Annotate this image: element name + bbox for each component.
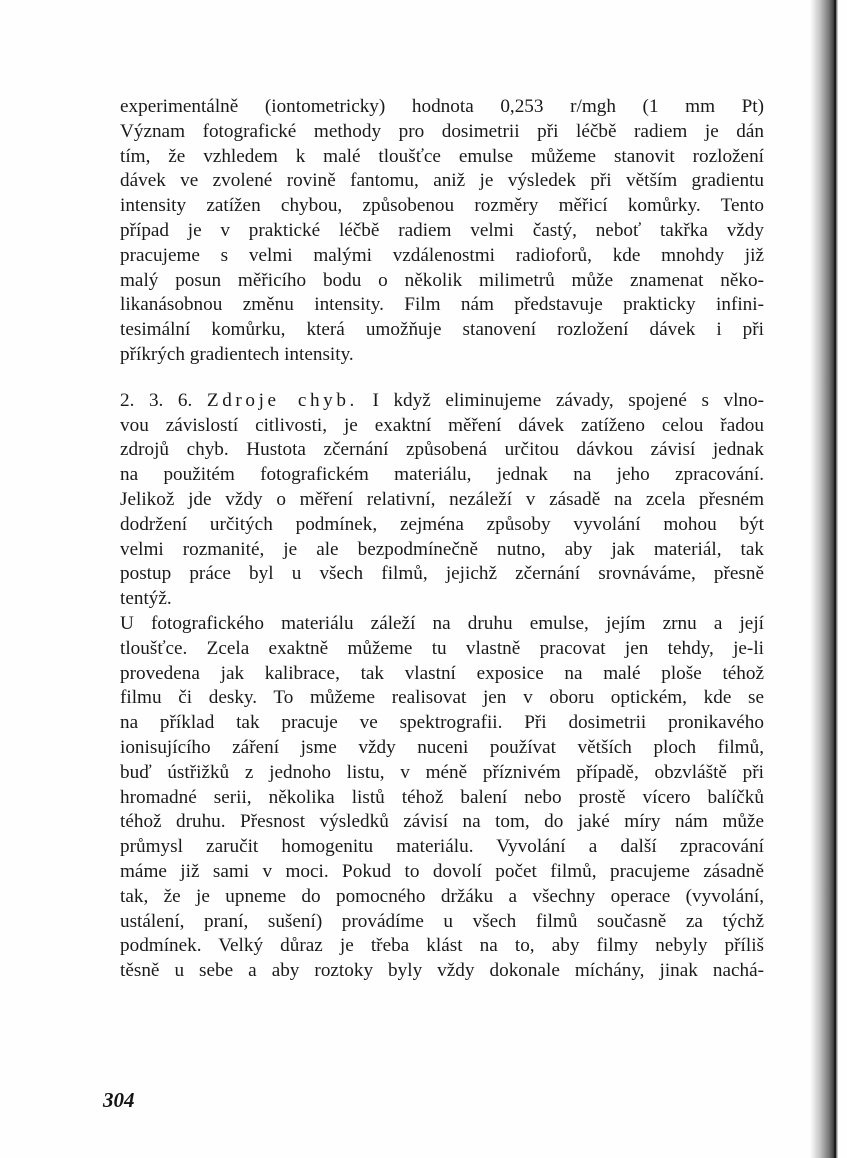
text-line: malý posun měřicího bodu o několik milimetrů může znamenat něko- [120,269,764,291]
section-title: Zdroje chyb. [206,389,358,411]
text-line: tesimální komůrku, která umožňuje stanovení rozložení dávek i při [120,319,764,341]
section-heading-line [120,389,764,414]
section-number: 2. 3. 6. [120,389,193,411]
section-first-line-text: I když eliminujeme závady, spojené s vlno- [372,389,765,411]
text-line: těsně u sebe a aby roztoky byly vždy dokonale míchány, jinak nachá- [120,960,764,982]
text-line: průmysl zaručit homogenitu materiálu. Vyvolání a další zpracování [120,836,764,858]
text-line: ustálení, praní, sušení) provádíme u všech filmů současně za týchž [120,910,764,932]
text-line: hromadné serii, několika listů téhož balení nebo prostě vícero balíčků [120,786,764,808]
text-line: filmu či desky. To můžeme realisovat jen v oboru optickém, kde se [120,687,764,709]
text-line: případ je v praktické léčbě radiem velmi častý, neboť takřka vždy [120,219,764,241]
text-line: tak, že je upneme do pomocného držáku a všechny operace (vyvolání, [120,885,764,907]
text-line: U fotografického materiálu záleží na druhu emulse, jejím zrnu a její [120,612,764,634]
text-line: Jelikož jde vždy o měření relativní, nezáleží v zásadě na zcela přesném [120,488,764,510]
section-2-3-6 [120,389,764,612]
text-line: ionisujícího záření jsme vždy nuceni používat větších ploch filmů, [120,736,764,758]
text-line: pracujeme s velmi malými vzdálenostmi radioforů, kde mnohdy již [120,244,764,266]
text-line: tloušťce. Zcela exaktně můžeme tu vlastně pracovat jen tehdy, je-li [120,637,764,659]
text-line: dávek ve zvolené rovině fantomu, aniž je výsledek při větším gradientu [120,170,764,192]
page-edge [834,0,836,1158]
text-line: Význam fotografické methody pro dosimetrii při léčbě radiem je dán [120,120,764,142]
text-line: vou závislostí citlivosti, je exaktní měření dávek zatíženo celou řadou [120,414,764,436]
text-line: na použitém fotografickém materiálu, jednak na jeho zpracování. [120,464,764,486]
text-line: experimentálně (iontometricky) hodnota 0,253 r/mgh (1 mm Pt) [120,96,764,117]
text-line: velmi rozmanité, je ale bezpodmínečně nutno, aby jak materiál, tak [120,538,764,560]
text-line: postup práce byl u všech filmů, jejichž zčernání srovnáváme, přesně [120,563,764,585]
text-line: tím, že vzhledem k malé tloušťce emulse můžeme stanovit rozložení [120,145,764,167]
text-line: tentýž. [120,588,172,610]
text-column [120,95,764,984]
text-line: likanásobnou změnu intensity. Film nám představuje prakticky infini- [120,294,764,316]
text-line: dodržení určitých podmínek, zejména způsoby vyvolání mohou být [120,513,764,535]
page-number: 304 [103,1088,135,1112]
paragraph-film-dosimetry [120,95,764,368]
text-line: podmínek. Velký důraz je třeba klást na to, aby filmy nebyly příliš [120,935,764,957]
text-line: intensity zatížen chybou, způsobenou rozměry měřicí komůrky. Tento [120,195,764,217]
text-line: buď ústřižků z jednoho listu, v méně příznivém případě, obzvláště při [120,761,764,783]
paragraph-gap [120,368,764,389]
text-line: příkrých gradientech intensity. [120,343,354,365]
text-line: provedena jak kalibrace, tak vlastní exposice na malé ploše téhož [120,662,764,684]
text-line: zdrojů chyb. Hustota zčernání způsobená určitou dávkou závisí jednak [120,439,764,461]
paragraph-photographic-material [120,612,764,984]
text-line: máme již sami v moci. Pokud to dovolí počet filmů, pracujeme zásadně [120,860,764,882]
text-line: na příklad tak pracuje ve spektrografii. Při dosimetrii pronikavého [120,712,764,734]
text-line: téhož druhu. Přesnost výsledků závisí na tom, do jaké míry nám může [120,811,764,833]
